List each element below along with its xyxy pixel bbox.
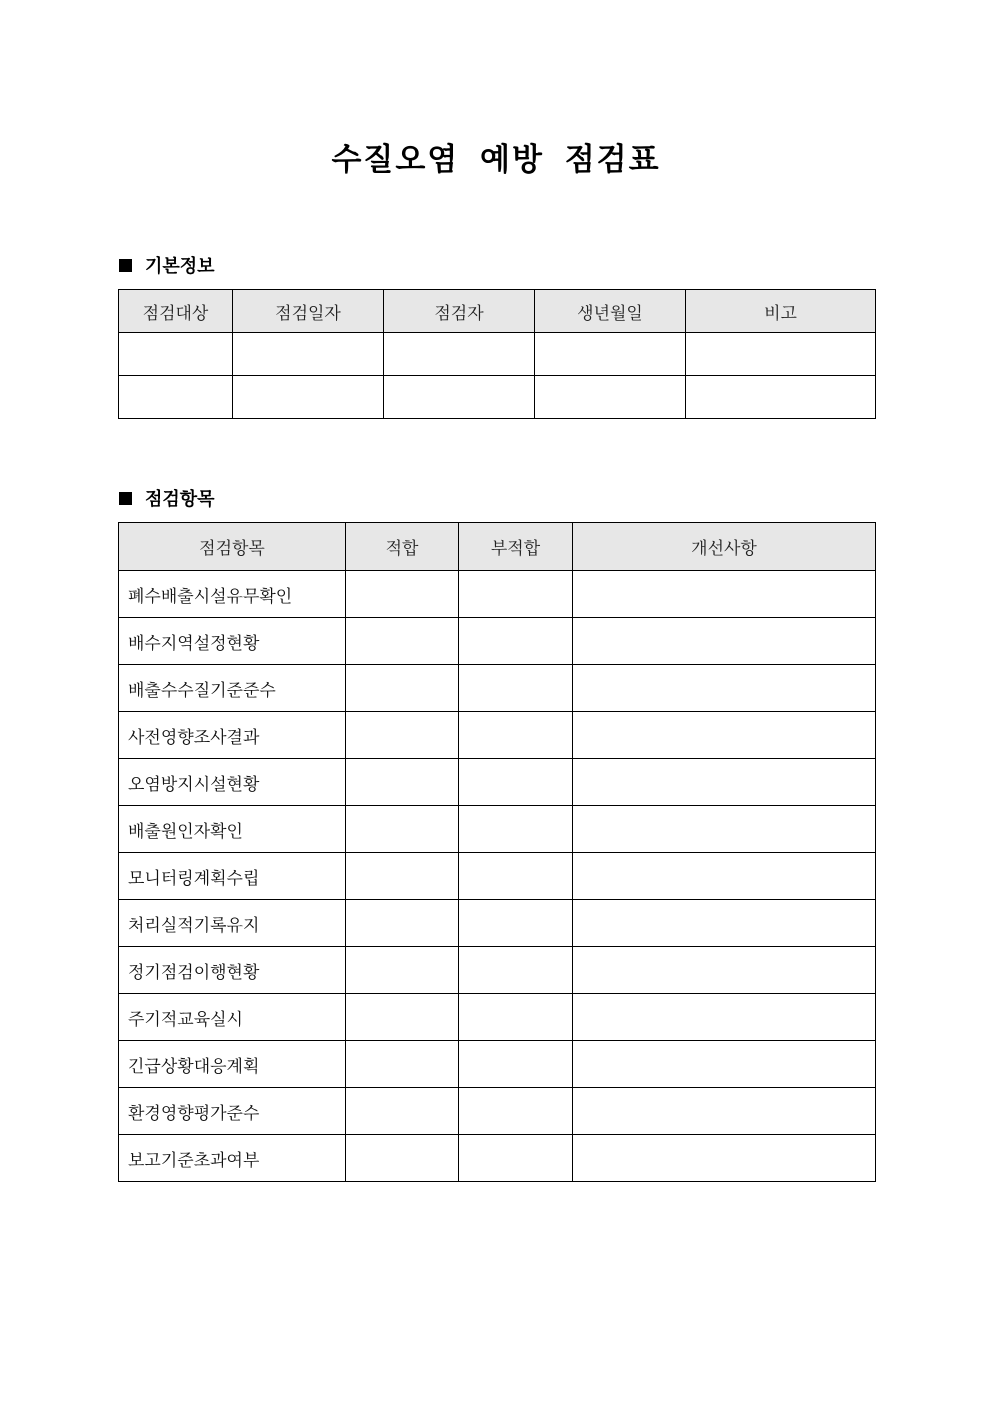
date-cell[interactable] bbox=[233, 333, 384, 376]
column-header-target: 점검대상 bbox=[119, 290, 233, 333]
noncompliant-cell[interactable] bbox=[459, 618, 573, 665]
table-row bbox=[119, 618, 876, 665]
noncompliant-cell[interactable] bbox=[459, 1088, 573, 1135]
inspector-cell[interactable] bbox=[384, 333, 535, 376]
remarks-cell[interactable] bbox=[686, 376, 876, 419]
compliant-cell[interactable] bbox=[346, 618, 459, 665]
square-bullet-icon bbox=[119, 492, 132, 505]
table-row bbox=[119, 900, 876, 947]
basic-info-table bbox=[118, 289, 876, 419]
improvement-cell[interactable] bbox=[573, 1088, 876, 1135]
noncompliant-cell[interactable] bbox=[459, 665, 573, 712]
column-header-date: 점검일자 bbox=[233, 290, 384, 333]
section-heading-basic-info bbox=[119, 252, 215, 278]
inspection-item-name: 보고기준초과여부 bbox=[119, 1135, 346, 1182]
compliant-cell[interactable] bbox=[346, 571, 459, 618]
section-heading-inspection-items-label: 점검항목 bbox=[145, 489, 215, 510]
inspection-item-name: 배출수수질기준준수 bbox=[119, 665, 346, 712]
compliant-cell[interactable] bbox=[346, 1041, 459, 1088]
inspection-item-name: 배수지역설정현황 bbox=[119, 618, 346, 665]
birthdate-cell[interactable] bbox=[535, 333, 686, 376]
noncompliant-cell[interactable] bbox=[459, 759, 573, 806]
table-row bbox=[119, 1088, 876, 1135]
inspection-item-name: 배출원인자확인 bbox=[119, 806, 346, 853]
target-cell[interactable] bbox=[119, 376, 233, 419]
table-row bbox=[119, 1041, 876, 1088]
table-row bbox=[119, 806, 876, 853]
birthdate-cell[interactable] bbox=[535, 376, 686, 419]
table-row bbox=[119, 947, 876, 994]
noncompliant-cell[interactable] bbox=[459, 1135, 573, 1182]
noncompliant-cell[interactable] bbox=[459, 1041, 573, 1088]
compliant-cell[interactable] bbox=[346, 947, 459, 994]
compliant-cell[interactable] bbox=[346, 665, 459, 712]
inspection-item-name: 주기적교육실시 bbox=[119, 994, 346, 1041]
table-row bbox=[119, 571, 876, 618]
improvement-cell[interactable] bbox=[573, 1041, 876, 1088]
target-cell[interactable] bbox=[119, 333, 233, 376]
noncompliant-cell[interactable] bbox=[459, 853, 573, 900]
section-heading-inspection-items bbox=[119, 485, 215, 511]
improvement-cell[interactable] bbox=[573, 853, 876, 900]
table-row bbox=[119, 712, 876, 759]
improvement-cell[interactable] bbox=[573, 994, 876, 1041]
improvement-cell[interactable] bbox=[573, 947, 876, 994]
date-cell[interactable] bbox=[233, 376, 384, 419]
table-row bbox=[119, 376, 876, 419]
improvement-cell[interactable] bbox=[573, 900, 876, 947]
inspection-item-name: 사전영향조사결과 bbox=[119, 712, 346, 759]
column-header-birthdate: 생년월일 bbox=[535, 290, 686, 333]
table-row bbox=[119, 759, 876, 806]
inspection-item-name: 오염방지시설현황 bbox=[119, 759, 346, 806]
inspection-item-name: 정기점검이행현황 bbox=[119, 947, 346, 994]
improvement-cell[interactable] bbox=[573, 806, 876, 853]
remarks-cell[interactable] bbox=[686, 333, 876, 376]
table-row bbox=[119, 333, 876, 376]
noncompliant-cell[interactable] bbox=[459, 900, 573, 947]
column-header-item: 점검항목 bbox=[119, 523, 346, 571]
improvement-cell[interactable] bbox=[573, 571, 876, 618]
column-header-remarks: 비고 bbox=[686, 290, 876, 333]
table-row bbox=[119, 665, 876, 712]
inspection-items-table bbox=[118, 522, 876, 1182]
inspector-cell[interactable] bbox=[384, 376, 535, 419]
basic-info-header-row bbox=[119, 290, 876, 333]
table-row bbox=[119, 994, 876, 1041]
inspection-item-name: 폐수배출시설유무확인 bbox=[119, 571, 346, 618]
noncompliant-cell[interactable] bbox=[459, 994, 573, 1041]
compliant-cell[interactable] bbox=[346, 759, 459, 806]
inspection-header-row bbox=[119, 523, 876, 571]
compliant-cell[interactable] bbox=[346, 712, 459, 759]
noncompliant-cell[interactable] bbox=[459, 806, 573, 853]
compliant-cell[interactable] bbox=[346, 853, 459, 900]
column-header-compliant: 적합 bbox=[346, 523, 459, 571]
compliant-cell[interactable] bbox=[346, 806, 459, 853]
improvement-cell[interactable] bbox=[573, 712, 876, 759]
noncompliant-cell[interactable] bbox=[459, 947, 573, 994]
column-header-improvements: 개선사항 bbox=[573, 523, 876, 571]
compliant-cell[interactable] bbox=[346, 1135, 459, 1182]
improvement-cell[interactable] bbox=[573, 1135, 876, 1182]
noncompliant-cell[interactable] bbox=[459, 712, 573, 759]
square-bullet-icon bbox=[119, 259, 132, 272]
noncompliant-cell[interactable] bbox=[459, 571, 573, 618]
inspection-item-name: 환경영향평가준수 bbox=[119, 1088, 346, 1135]
improvement-cell[interactable] bbox=[573, 665, 876, 712]
compliant-cell[interactable] bbox=[346, 994, 459, 1041]
inspection-item-name: 처리실적기록유지 bbox=[119, 900, 346, 947]
compliant-cell[interactable] bbox=[346, 1088, 459, 1135]
table-row bbox=[119, 1135, 876, 1182]
inspection-item-name: 모니터링계획수립 bbox=[119, 853, 346, 900]
page-title: 수질오염 예방 점검표 bbox=[331, 142, 661, 178]
improvement-cell[interactable] bbox=[573, 618, 876, 665]
improvement-cell[interactable] bbox=[573, 759, 876, 806]
compliant-cell[interactable] bbox=[346, 900, 459, 947]
column-header-inspector: 점검자 bbox=[384, 290, 535, 333]
table-row bbox=[119, 853, 876, 900]
inspection-item-name: 긴급상황대응계획 bbox=[119, 1041, 346, 1088]
column-header-noncompliant: 부적합 bbox=[459, 523, 573, 571]
section-heading-basic-info-label: 기본정보 bbox=[145, 256, 215, 277]
